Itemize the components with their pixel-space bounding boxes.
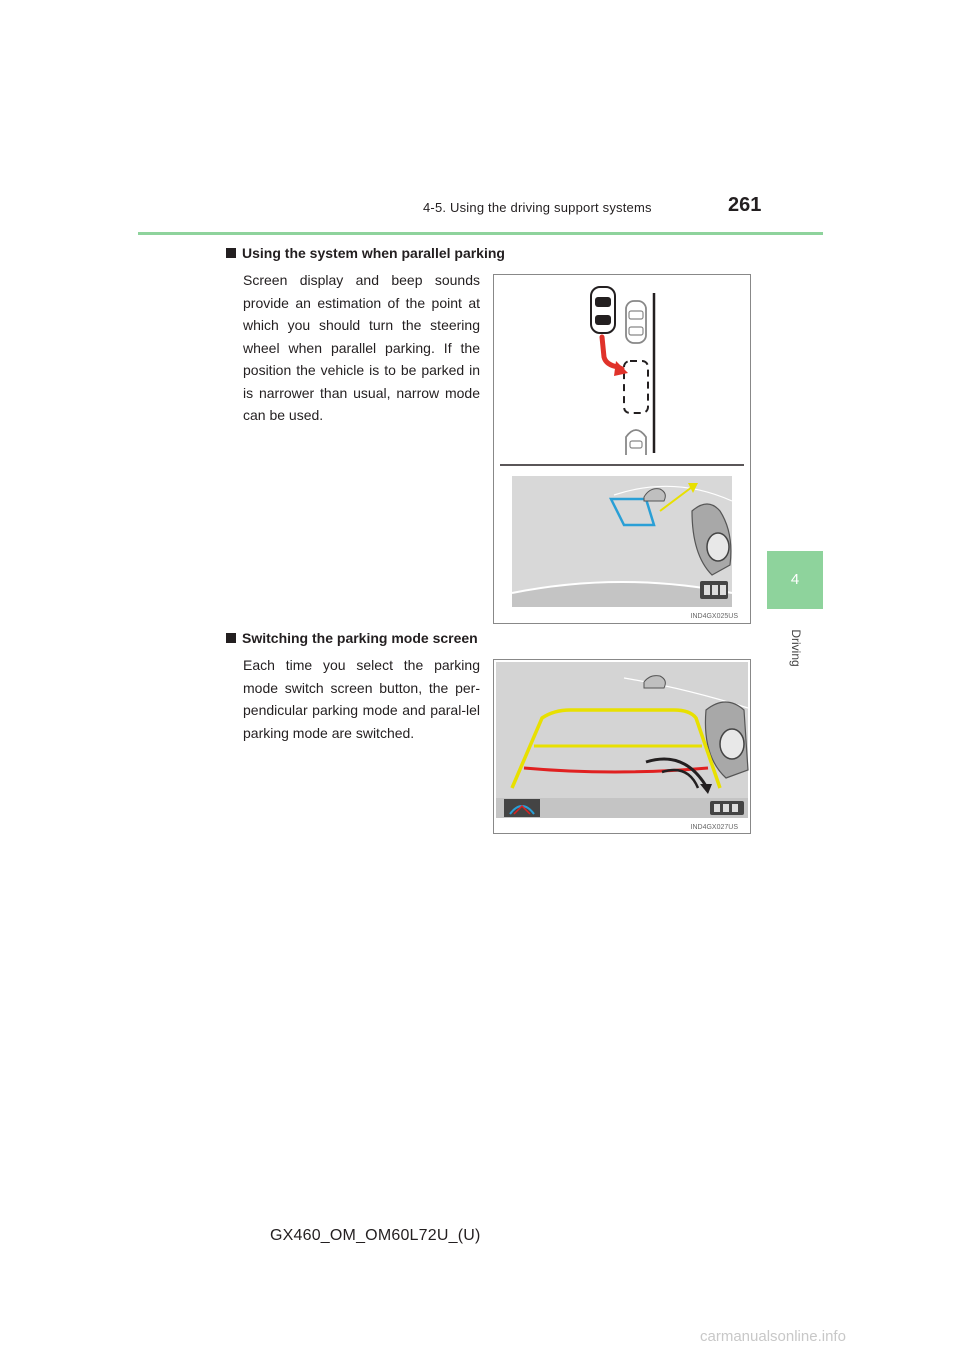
parked-car-front-icon [626, 301, 646, 343]
header-rule [138, 232, 823, 235]
section-heading-switching [226, 630, 478, 646]
parking-mode-indicator-icon [504, 799, 540, 817]
parked-car-rear-icon [626, 430, 646, 455]
mode-switch-figure [493, 659, 751, 834]
running-header: 4-5. Using the driving support systems [423, 200, 652, 215]
section-body-switching: Each time you select the parking mode switch screen button, the per-pendicular parking mode and paral-lel parking mode are switched. [243, 657, 480, 741]
page-number: 261 [728, 194, 762, 216]
section-body-parallel: Screen display and beep sounds provide an estimation of the point at which you should turn the steering wheel when parallel parking. If the position the vehicle is to be parked in is narrower than usual, narrow mode can be used. [243, 272, 480, 423]
parallel-parking-figure [493, 274, 751, 624]
figure-code: IND4GX027US [690, 824, 738, 831]
chapter-label [789, 618, 803, 678]
section-heading-parallel [226, 245, 505, 261]
document-footer: GX460_OM_OM60L72U_(U) [270, 1227, 481, 1244]
figure-code: IND4GX025US [690, 613, 738, 620]
section-heading-text: Using the system when parallel parking [242, 245, 505, 261]
driving-car-icon [591, 287, 615, 333]
square-bullet-icon [226, 633, 236, 643]
watermark: carmanualsonline.info [700, 1328, 846, 1345]
parking-space-outline [624, 361, 648, 413]
mode-switch-button [710, 801, 744, 815]
chapter-label-text: Driving [789, 629, 803, 667]
chapter-tab: 4 [767, 551, 823, 609]
square-bullet-icon [226, 248, 236, 258]
section-heading-text: Switching the parking mode screen [242, 630, 478, 646]
